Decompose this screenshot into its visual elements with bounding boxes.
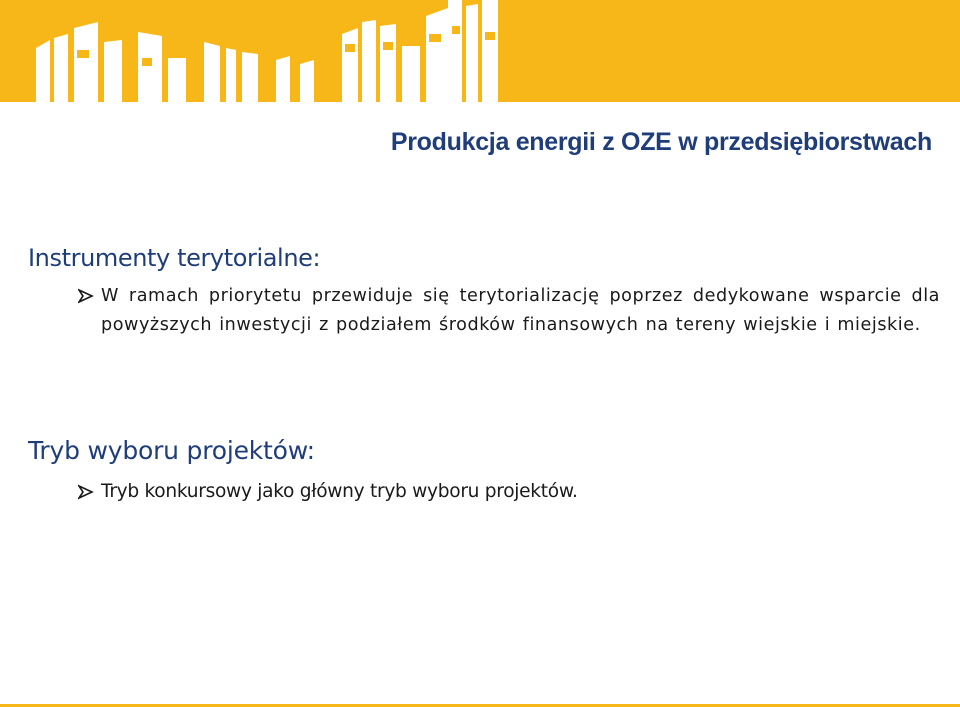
section-heading-selection-mode: Tryb wyboru projektów: (28, 436, 315, 465)
arrow-bullet-icon (78, 484, 94, 500)
slide-title: Produkcja energii z OZE w przedsiębiorstwach (390, 128, 932, 156)
city-skyline-logo-icon (0, 0, 960, 102)
list-item (78, 478, 940, 507)
section-heading-territorial-instruments: Instrumenty terytorialne: (28, 244, 321, 272)
header-banner (0, 0, 960, 102)
bullet-text: Tryb konkursowy jako główny tryb wyboru projektów. (101, 481, 578, 502)
list-item (78, 282, 940, 339)
arrow-bullet-icon (78, 288, 94, 304)
bullet-text: W ramach priorytetu przewiduje się terytorializację poprzez dedykowane wsparcie dla powyższych inwestycji z podziałem środków finansowych na tereny wiejskie i miejskie. (101, 286, 940, 335)
